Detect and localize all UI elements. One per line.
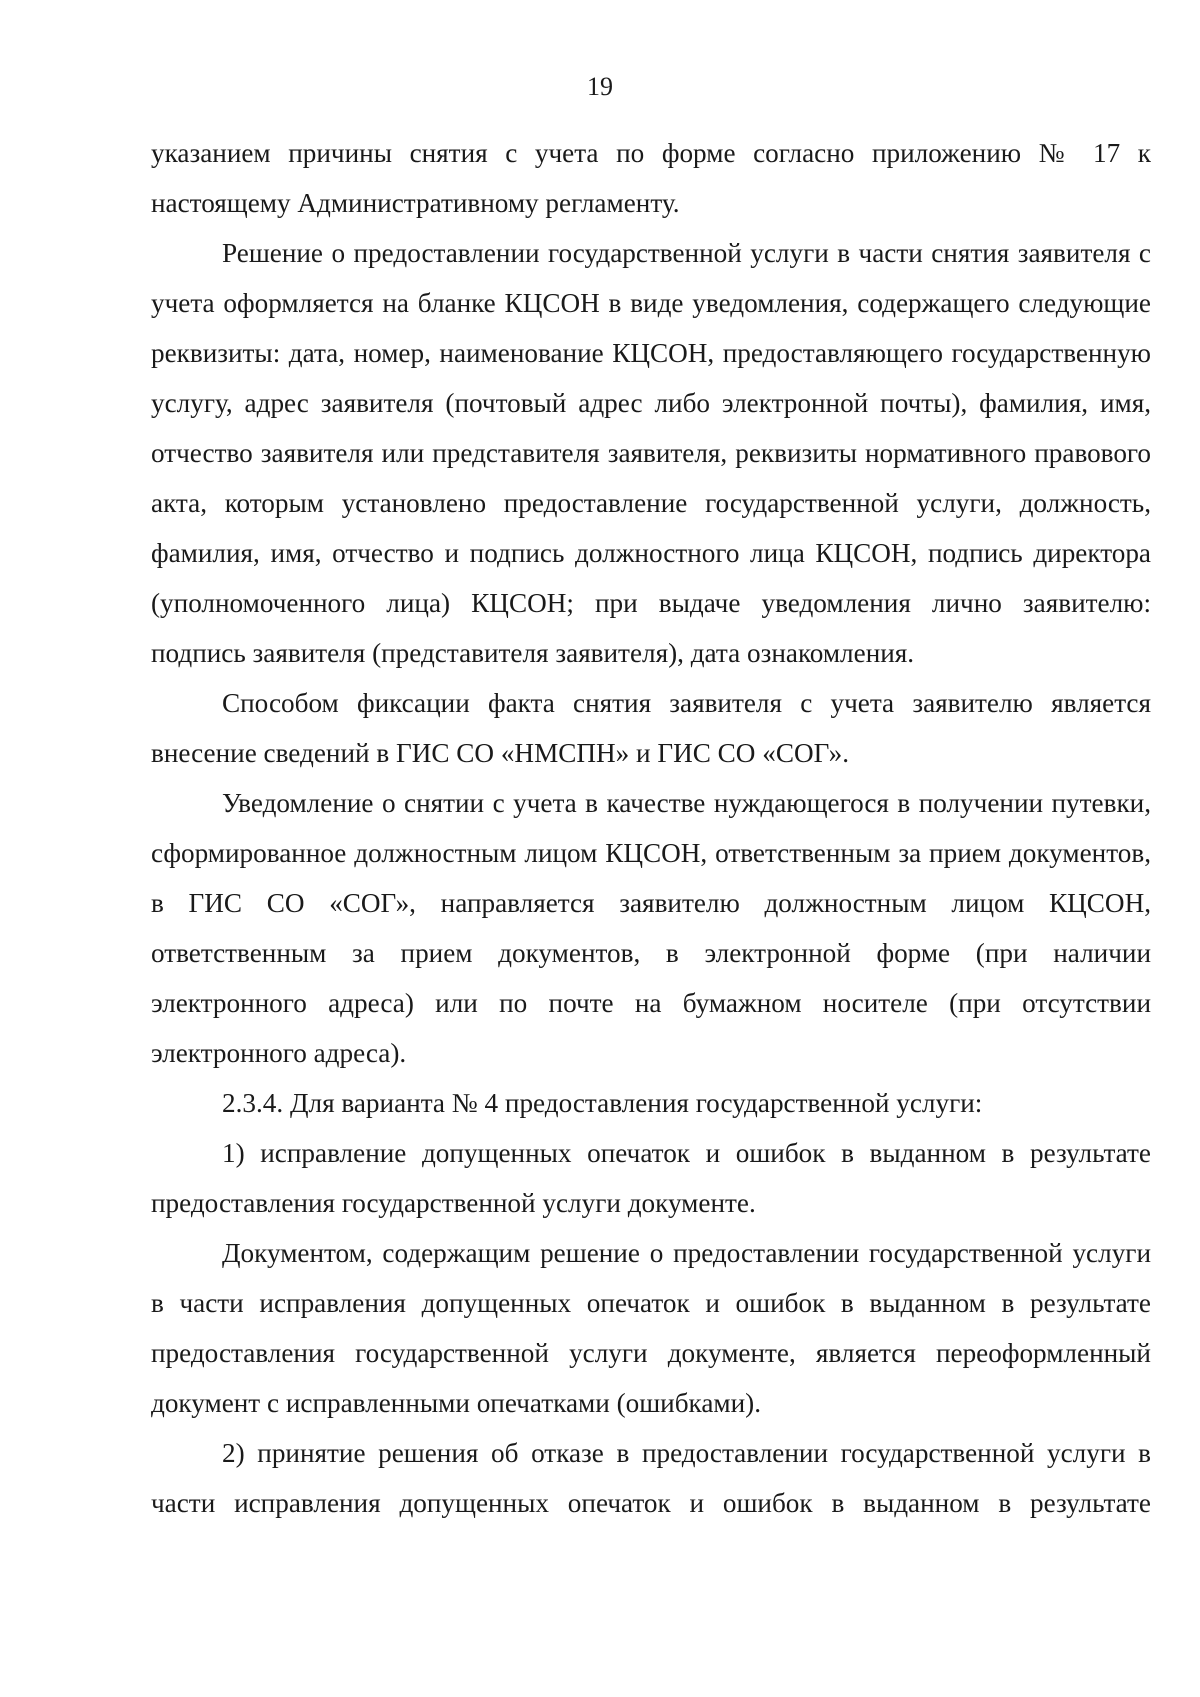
paragraph-decision-notice: Решение о предоставлении государственной услуги в части снятия заявителя с учета оформляется на бланке КЦСОН в виде уведомления, содержащего следующие реквизиты: дата, номер, наименование КЦСОН, предоставляющего государственную услугу, адрес заявителя (почтовый адрес либо электронной почты), фамилия, имя, отчество заявителя или представителя заявителя, реквизиты нормативного правового акта, которым установлено предоставление государственной услуги, должность, фамилия, имя, отчество и подпись должностного лица КЦСОН, подпись директора (уполномоченного лица) КЦСОН; при выдаче уведомления лично заявителю: подпись заявителя (представителя заявителя), дата ознакомления. (151, 238, 1151, 668)
paragraph-section-heading: 2.3.4. Для варианта № 4 предоставления государственной услуги: (222, 1088, 983, 1118)
paragraph-item-1: 1) исправление допущенных опечаток и ошибок в выданном в результате предоставления государственной услуги документе. (151, 1138, 1151, 1218)
paragraph-continuation: указанием причины снятия с учета по форме согласно приложению № 17 к настоящему Административному регламенту. (151, 138, 1151, 218)
paragraph-corrected-document: Документом, содержащим решение о предоставлении государственной услуги в части исправления допущенных опечаток и ошибок в выданном в результате предоставления государственной услуги документе, является переоформленный документ с исправленными опечатками (ошибками). (151, 1238, 1151, 1418)
document-body (151, 128, 1151, 1528)
paragraph-item-2: 2) принятие решения об отказе в предоставлении государственной услуги в части исправления допущенных опечаток и ошибок в выданном в результате (151, 1438, 1151, 1518)
paragraph-fixation-method: Способом фиксации факта снятия заявителя с учета заявителю является внесение сведений в ГИС СО «НМСПН» и ГИС СО «СОГ». (151, 688, 1151, 768)
page-number: 19 (587, 72, 613, 101)
paragraph-deregistration-notice: Уведомление о снятии с учета в качестве нуждающегося в получении путевки, сформированное должностным лицом КЦСОН, ответственным за прием документов, в ГИС СО «СОГ», направляется заявителю должностным лицом КЦСОН, ответственным за прием документов, в электронной форме (при наличии электронного адреса) или по почте на бумажном носителе (при отсутствии электронного адреса). (151, 788, 1151, 1068)
